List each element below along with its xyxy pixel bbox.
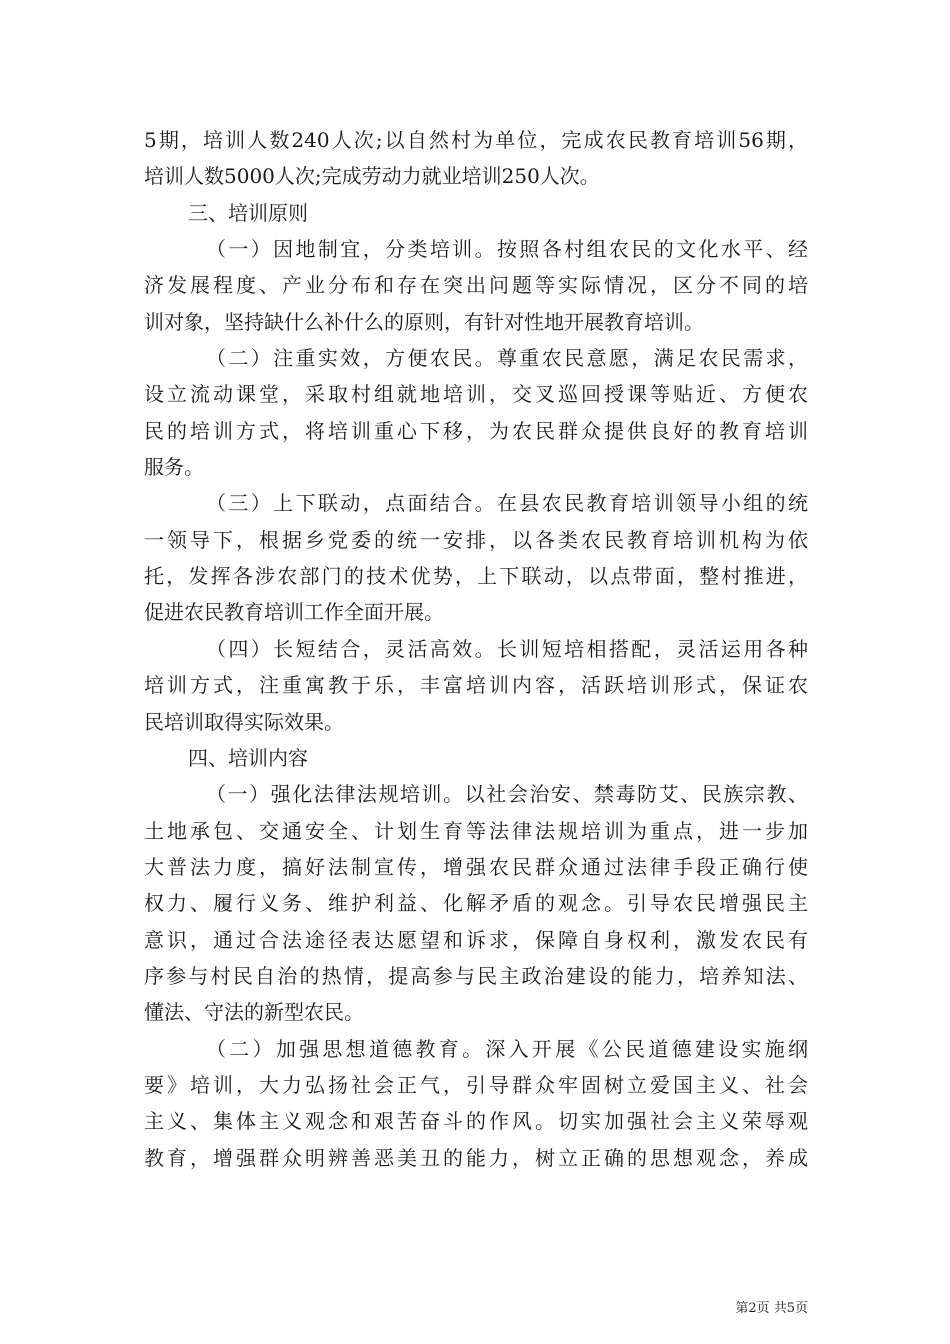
text-line: （一）强化法律法规培训。以社会治安、禁毒防艾、民族宗教、 bbox=[206, 782, 808, 807]
section-heading: 三、培训原则 bbox=[188, 200, 308, 225]
text-line: （三）上下联动，点面结合。在县农民教育培训领导小组的统 bbox=[206, 491, 808, 516]
text-line: 民的培训方式，将培训重心下移，为农民群众提供良好的教育培训 bbox=[144, 418, 808, 443]
text-line: 培训人数5000人次;完成劳动力就业培训250人次。 bbox=[144, 164, 600, 189]
text-line: 主义、集体主义观念和艰苦奋斗的作风。切实加强社会主义荣辱观 bbox=[144, 1109, 808, 1134]
text-line: 服务。 bbox=[144, 455, 204, 480]
text-line: 济发展程度、产业分布和存在突出问题等实际情况，区分不同的培 bbox=[144, 273, 808, 298]
section-heading: 四、培训内容 bbox=[188, 745, 308, 770]
text-line: （二）加强思想道德教育。深入开展《公民道德建设实施纲 bbox=[206, 1036, 808, 1061]
text-line: 5期，培训人数240人次;以自然村为单位，完成农民教育培训56期， bbox=[144, 128, 808, 152]
text-line: 培训方式，注重寓教于乐，丰富培训内容，活跃培训形式，保证农 bbox=[144, 673, 808, 698]
document-body bbox=[144, 122, 808, 1176]
text-line: 教育，增强群众明辨善恶美丑的能力，树立正确的思想观念，养成 bbox=[144, 1145, 808, 1170]
text-line: （四）长短结合，灵活高效。长训短培相搭配，灵活运用各种 bbox=[206, 636, 808, 661]
text-line: 设立流动课堂，采取村组就地培训，交叉巡回授课等贴近、方便农 bbox=[144, 382, 808, 407]
text-line: 训对象，坚持缺什么补什么的原则，有针对性地开展教育培训。 bbox=[144, 309, 704, 334]
text-line: 促进农民教育培训工作全面开展。 bbox=[144, 600, 444, 625]
text-line: 民培训取得实际效果。 bbox=[144, 709, 344, 734]
text-line: 一领导下，根据乡党委的统一安排，以各类农民教育培训机构为依 bbox=[144, 527, 808, 552]
text-line: 权力、履行义务、维护利益、化解矛盾的观念。引导农民增强民主 bbox=[144, 891, 808, 916]
text-line: 土地承包、交通安全、计划生育等法律法规培训为重点，进一步加 bbox=[144, 818, 808, 843]
text-line: （一）因地制宜，分类培训。按照各村组农民的文化水平、经 bbox=[206, 237, 808, 262]
text-line: 懂法、守法的新型农民。 bbox=[144, 1000, 364, 1025]
text-line: 意识，通过合法途径表达愿望和诉求，保障自身权利，激发农民有 bbox=[144, 927, 808, 952]
text-line: （二）注重实效，方便农民。尊重农民意愿，满足农民需求， bbox=[206, 346, 808, 371]
text-line: 要》培训，大力弘扬社会正气，引导群众牢固树立爱国主义、社会 bbox=[144, 1072, 808, 1097]
page-footer: 第2页 共5页 bbox=[735, 1301, 808, 1316]
text-line: 大普法力度，搞好法制宣传，增强农民群众通过法律手段正确行使 bbox=[144, 854, 808, 879]
text-line: 托，发挥各涉农部门的技术优势，上下联动，以点带面，整村推进， bbox=[144, 564, 808, 589]
text-line: 序参与村民自治的热情，提高参与民主政治建设的能力，培养知法、 bbox=[144, 963, 808, 988]
